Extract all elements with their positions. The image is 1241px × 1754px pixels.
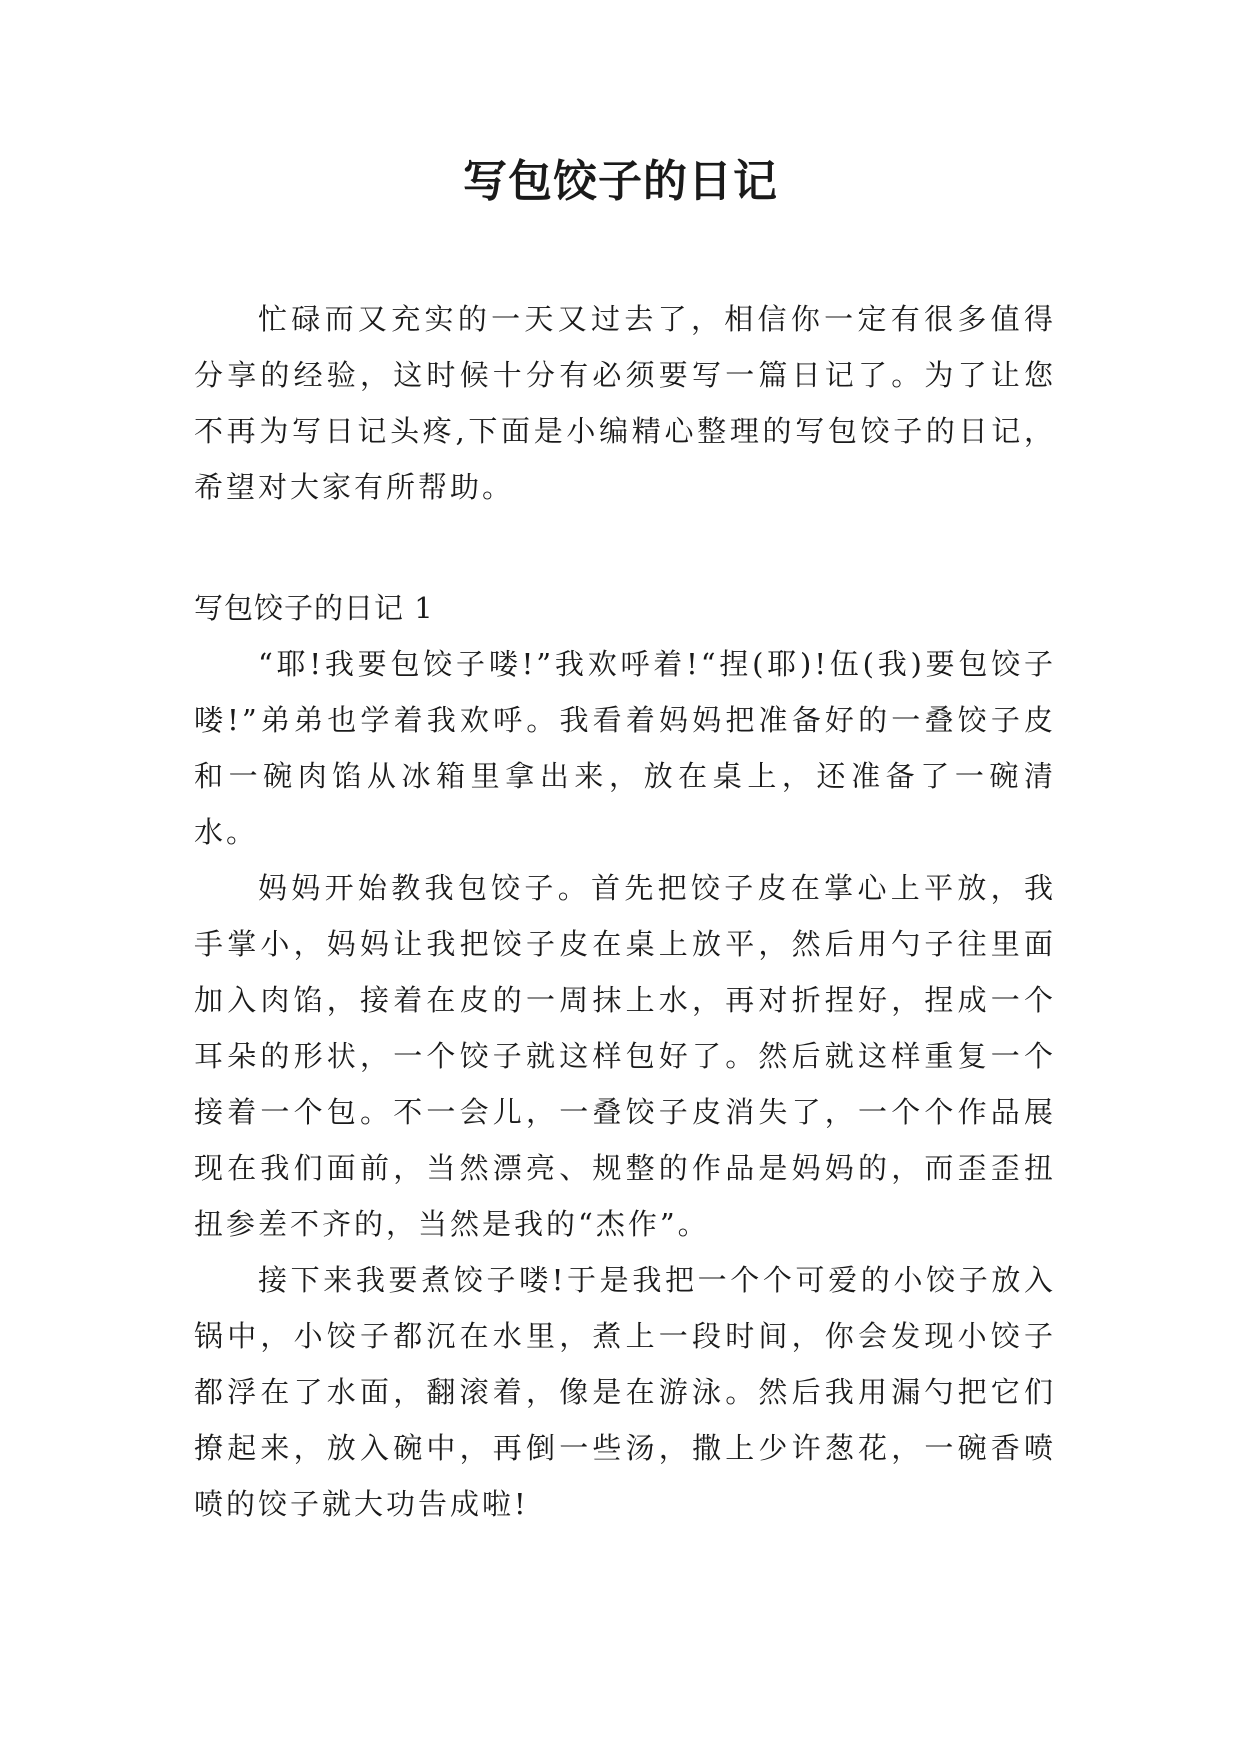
story-paragraph-2: 妈妈开始教我包饺子。首先把饺子皮在掌心上平放，我手掌小，妈妈让我把饺子皮在桌上放平，然后用勺子往里面加入肉馅，接着在皮的一周抹上水，再对折捏好，捏成一个耳朵的形状，一个饺子就这样包好了。然后就这样重复一个接着一个包。不一会儿，一叠饺子皮消失了，一个个作品展现在我们面前，当然漂亮、规整的作品是妈妈的，而歪歪扭扭参差不齐的，当然是我的“杰作”。	[194, 871, 1056, 1241]
section-heading: 写包饺子的日记 1	[194, 591, 434, 625]
story-paragraph-1: “耶!我要包饺子喽!”我欢呼着!“捏(耶)!伍(我)要包饺子喽!”弟弟也学着我欢呼。我看着妈妈把准备好的一叠饺子皮和一碗肉馅从冰箱里拿出来，放在桌上，还准备了一碗清水。	[194, 647, 1056, 849]
intro-paragraph: 忙碌而又充实的一天又过去了，相信你一定有很多值得分享的经验，这时候十分有必须要写一篇日记了。为了让您不再为写日记头疼,下面是小编精心整理的写包饺子的日记，希望对大家有所帮助。	[194, 302, 1056, 504]
story-paragraph-3: 接下来我要煮饺子喽!于是我把一个个可爱的小饺子放入锅中，小饺子都沉在水里，煮上一段时间，你会发现小饺子都浮在了水面，翻滚着，像是在游泳。然后我用漏勺把它们撩起来，放入碗中，再倒一些汤，撒上少许葱花，一碗香喷喷的饺子就大功告成啦!	[194, 1263, 1056, 1521]
document-title: 写包饺子的日记	[463, 156, 778, 207]
story-body	[194, 636, 1056, 1532]
